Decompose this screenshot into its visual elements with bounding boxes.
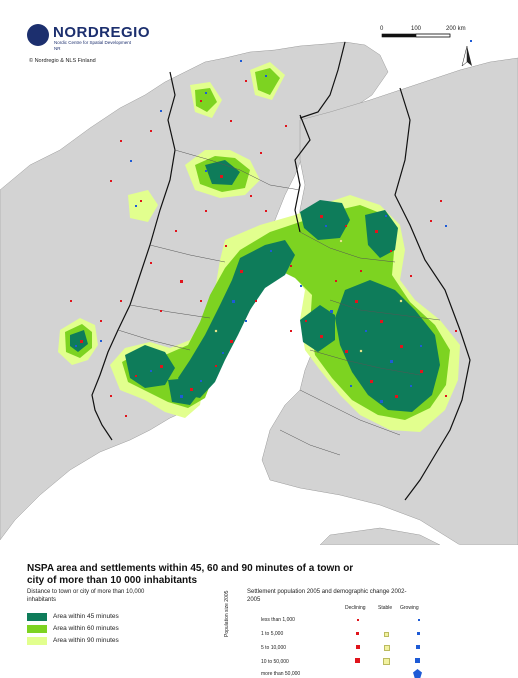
population-axis-label: Population size 2005 bbox=[224, 590, 230, 637]
row-1-to-5000: 1 to 5,000 bbox=[261, 631, 284, 637]
symbol-stable-5k-10k bbox=[384, 645, 390, 651]
symbol-declining-5k-10k bbox=[356, 645, 360, 649]
symbol-growing-1k-5k bbox=[417, 632, 420, 635]
symbol-growing-small bbox=[418, 619, 420, 621]
swatch-60-min bbox=[27, 625, 47, 633]
legend-label-45-min: Area within 45 minutes bbox=[53, 613, 119, 620]
symbol-growing-over-50k bbox=[413, 669, 422, 678]
symbol-stable-1k-5k bbox=[384, 632, 389, 637]
column-declining: Declining bbox=[345, 605, 366, 611]
scale-label-200: 200 km bbox=[446, 26, 466, 32]
scale-label-100: 100 bbox=[411, 26, 422, 32]
logo-subtitle: Nordic Centre for Spatial Development bbox=[54, 40, 132, 45]
legend-label-60-min: Area within 60 minutes bbox=[53, 625, 119, 632]
nordregio-logo-mark bbox=[27, 24, 49, 46]
legend-item-45-min bbox=[27, 613, 197, 623]
copyright-credit: © Nordregio & NLS Finland bbox=[29, 58, 96, 64]
row-10-to-50000: 10 to 50,000 bbox=[261, 659, 289, 665]
symbol-declining-10k-50k bbox=[355, 658, 360, 663]
symbol-stable-10k-50k bbox=[383, 658, 390, 665]
symbol-growing-5k-10k bbox=[416, 645, 420, 649]
scale-label-0: 0 bbox=[380, 26, 384, 32]
symbol-declining-small bbox=[357, 619, 359, 621]
column-growing: Growing bbox=[400, 605, 419, 611]
swatch-90-min bbox=[27, 637, 47, 645]
symbol-declining-1k-5k bbox=[356, 632, 359, 635]
symbol-growing-10k-50k bbox=[415, 658, 420, 663]
logo-name: NORDREGIO bbox=[53, 24, 151, 41]
distance-heading: Distance to town or city of more than 10,000 inhabitants bbox=[27, 589, 145, 603]
legend-label-90-min: Area within 90 minutes bbox=[53, 637, 119, 644]
legend-item-90-min bbox=[27, 637, 197, 647]
row-less-than-1000: less than 1,000 bbox=[261, 617, 295, 623]
legend-item-60-min bbox=[27, 625, 197, 635]
swatch-45-min bbox=[27, 613, 47, 621]
legend-panel bbox=[0, 545, 518, 678]
map-title: NSPA area and settlements within 45, 60 and 90 minutes of a town or city of more than 10 000 inhabitants bbox=[27, 563, 354, 586]
logo-subtitle-2: NR bbox=[54, 46, 61, 51]
settlement-heading: Settlement population 2005 and demographic change 2002-2005 bbox=[247, 589, 407, 603]
row-5-to-10000: 5 to 10,000 bbox=[261, 645, 287, 651]
column-stable: Stable bbox=[378, 605, 393, 611]
row-more-than-50000: more than 50,000 bbox=[261, 671, 301, 677]
scale-bar bbox=[382, 34, 450, 37]
